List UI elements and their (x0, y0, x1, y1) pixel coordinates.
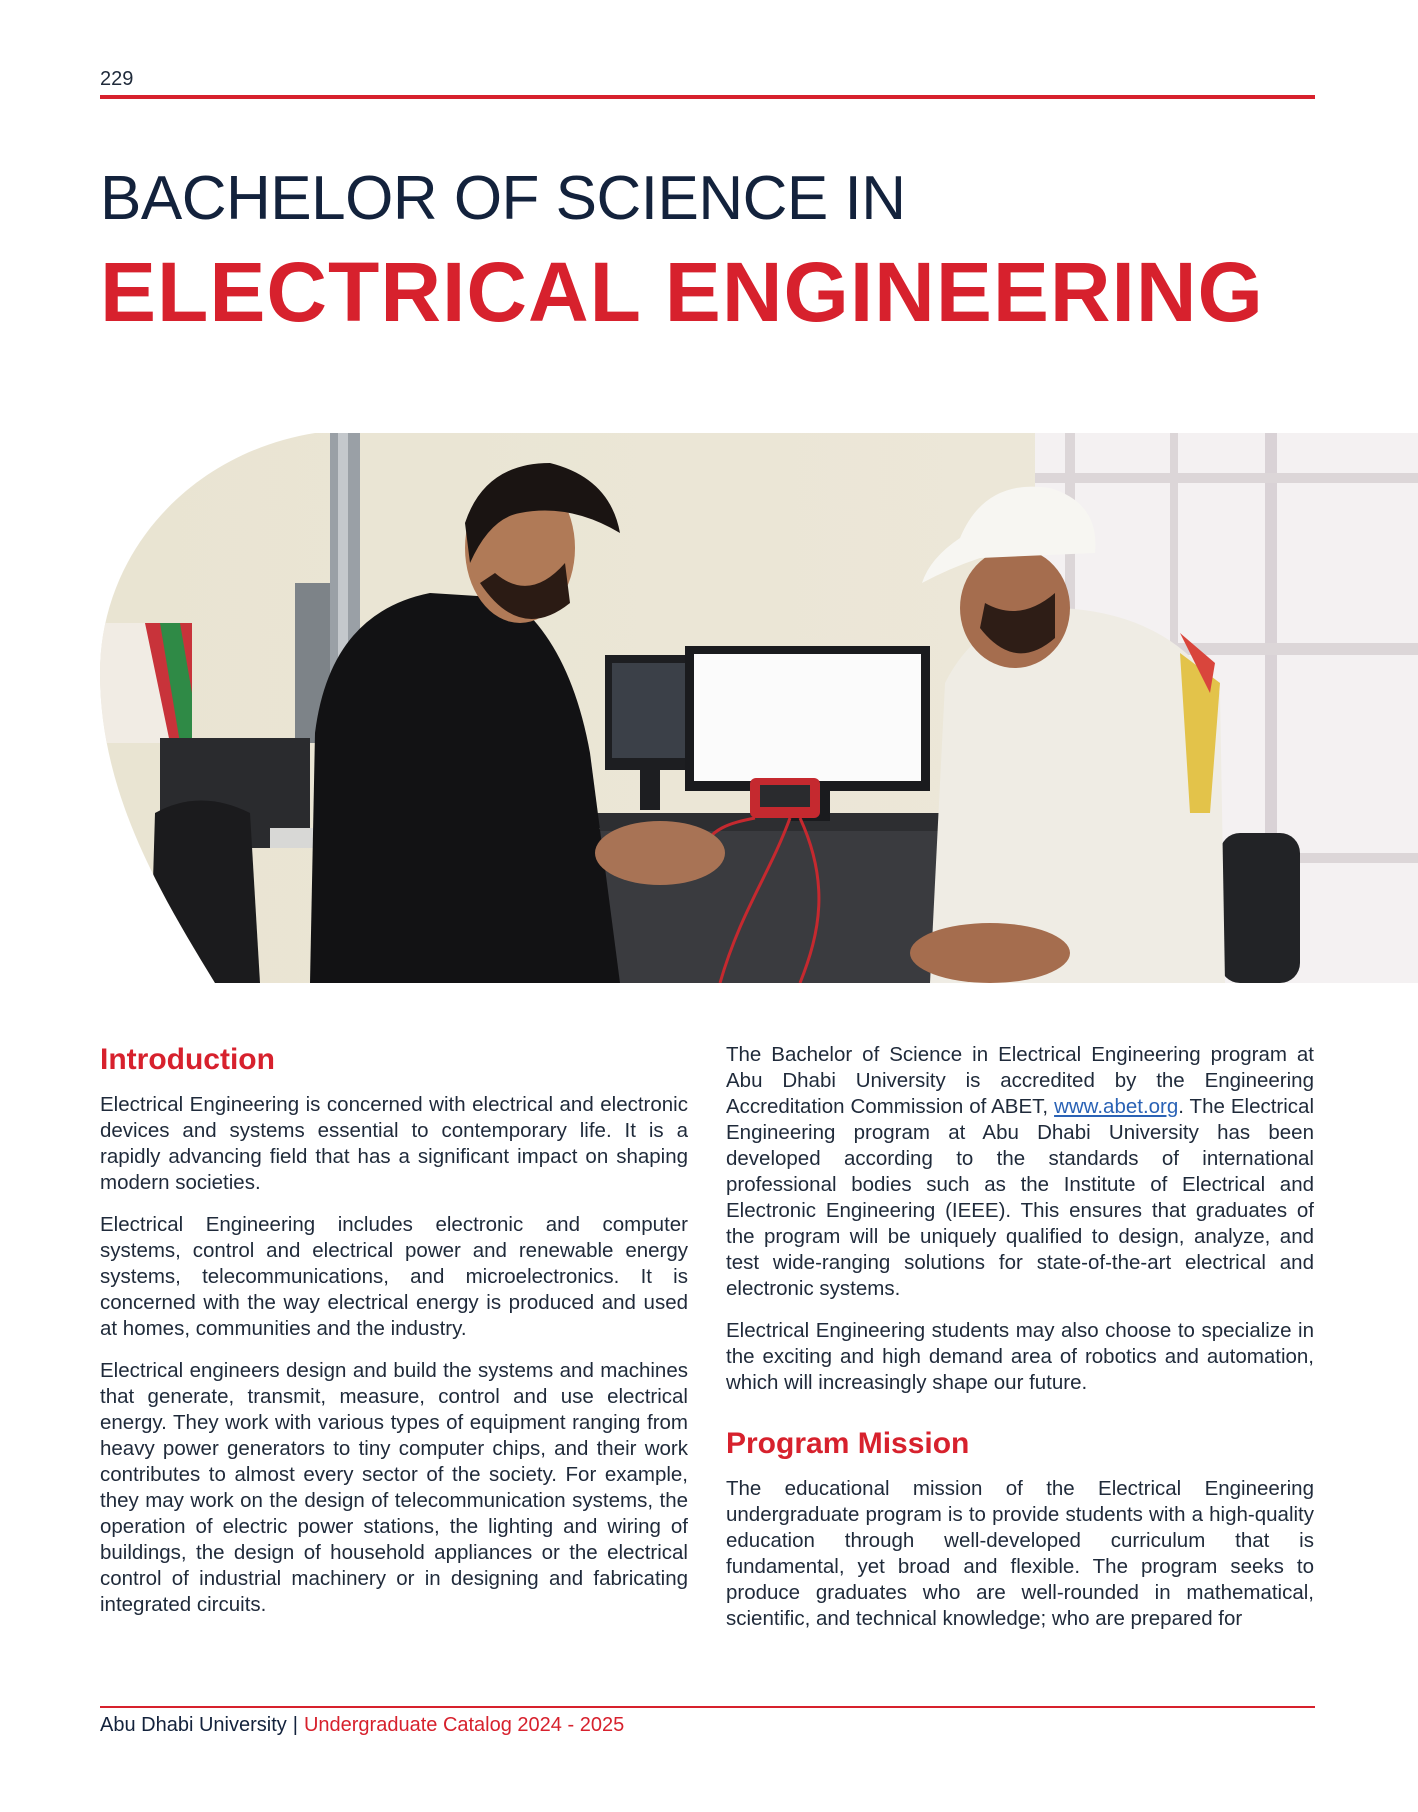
multimeter (750, 778, 820, 818)
accreditation-text-1: The Bachelor of Science in Electrical Engineering program at Abu Dhabi University is accredited by the Engineering Accreditation Commission of ABET, (726, 1043, 1314, 1118)
abet-link[interactable]: www.abet.org (1054, 1095, 1179, 1118)
footer-org: Abu Dhabi University (100, 1714, 287, 1736)
title-line2: ELECTRICAL ENGINEERING (100, 245, 1264, 339)
intro-paragraph-1: Electrical Engineering is concerned with electrical and electronic devices and systems essential to contemporary life. It is a rapidly advancing field that has a significant impact on shaping modern societies. (100, 1093, 688, 1194)
accreditation-text-2: . The Electrical Engineering program at Abu Dhabi University has been developed according to the standards of international professional bodies such as the Institute of Electrical and Electronic Engineering (IEEE). This ensures that graduates of the program will be uniquely qualified to design, analyze, and test wide-ranging solutions for state-of-the-art electrical and electronic systems. (726, 1095, 1314, 1300)
footer-separator: | (292, 1714, 298, 1736)
right-column (726, 1042, 1314, 1648)
accreditation-paragraph (726, 1042, 1314, 1302)
page-number: 229 (100, 68, 134, 90)
footer (100, 1714, 624, 1737)
program-mission-heading: Program Mission (726, 1427, 970, 1460)
intro-paragraph-2: Electrical Engineering includes electronic and computer systems, control and electrical power and renewable energy systems, telecommunications, and microelectronics. It is concerned with the way electrical energy is produced and used at homes, communities and the industry. (100, 1213, 688, 1340)
left-column (100, 1042, 688, 1634)
wall-poster (100, 623, 192, 743)
footer-catalog: Undergraduate Catalog 2024 - 2025 (303, 1714, 625, 1736)
top-rule (100, 95, 1315, 99)
bottom-rule (100, 1706, 1315, 1708)
lab-photo (100, 433, 1418, 983)
mission-paragraph: The educational mission of the Electrical Engineering undergraduate program is to provide students with a high-quality education through well-developed curriculum that is fundamental, yet broad and flexible. The program seeks to produce graduates who are well-rounded in mathematical, scientific, and technical knowledge; who are prepared for (726, 1477, 1314, 1630)
title-line1: BACHELOR OF SCIENCE IN (100, 164, 906, 233)
robotics-paragraph: Electrical Engineering students may also choose to specialize in the exciting and high demand area of robotics and automation, which will increasingly shape our future. (726, 1319, 1314, 1394)
intro-paragraph-3: Electrical engineers design and build the systems and machines that generate, transmit, measure, control and use electrical energy. They work with various types of equipment ranging from heavy power generators to tiny computer chips, and their work contributes to almost every sector of the society. For example, they may work on the design of telecommunication systems, the operation of electric power stations, the lighting and wiring of buildings, the design of household appliances or the electrical control of industrial machinery or in designing and fabricating integrated circuits. (100, 1359, 688, 1616)
introduction-heading: Introduction (100, 1043, 275, 1076)
